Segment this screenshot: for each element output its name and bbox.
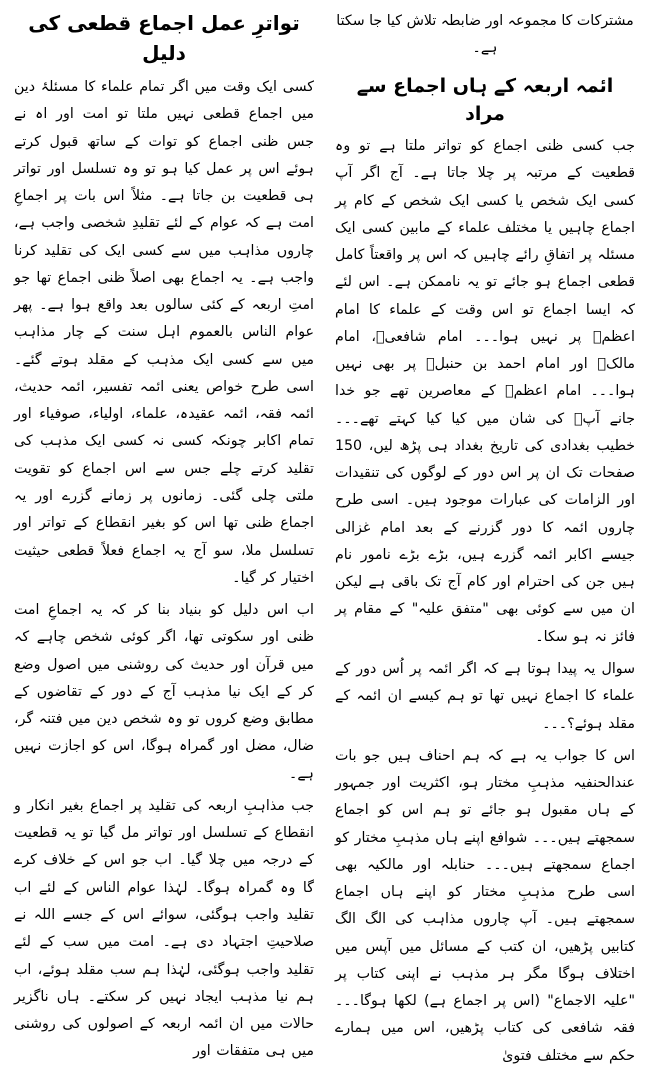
left-column <box>335 8 635 1064</box>
page-title: تواترِ عمل اجماع قطعی کی دلیل <box>28 11 300 65</box>
right-column <box>14 8 314 1060</box>
paragraph: اس کا جواب یہ ہے کہ ہم احناف ہیں جو بات عندالحنفیہ مذہبِ مختار ہو، اکثریت اور جمہور کے ہاں مقبول ہو جائے تو ہم اس کو اجماع سمجھتے ہیں۔۔۔ شوافع اپنے ہاں مذہبِ مختار کو اجماع سمجھتے ہیں۔۔۔ حنابلہ اور مالکیہ بھی اسی طرح مذہبِ مختار کو اپنے ہاں اجماع سمجھتے ہیں۔ آپ چاروں مذاہب کی الگ الگ کتابیں پڑھیں، ان کتب کے مسائل میں آپس میں اختلاف ہوگا مگر ہر مذہب نے اپنی کتاب پر "علیہ الاجماع" (اس پر اجماع ہے) لکھا ہوگا۔۔۔ فقہ شافعی کی کتاب پڑھیں، اس میں ہمارے حکم سے مختلف فتویٰ <box>335 747 635 1064</box>
continuation-line: مشترکات کا مجموعہ اور ضابطہ تلاش کیا جا سکتا ہے۔ <box>336 13 634 56</box>
paragraph: جب مذاہبِ اربعہ کی تقلید پر اجماع بغیر انکار و انقطاع کے تسلسل اور تواتر مل گیا تو یہ قطعیت کے درجہ میں چلا گیا۔ اب جو اس کے خلاف کرے گا وہ گمراہ ہوگا۔ لہٰذا عوام الناس کے لئے اب تقلید واجب ہوگئی، سوائے اس کے جسے اللہ نے صلاحیتِ اجتہاد دی ہے۔ امت میں سب کے لئے تقلید واجب ہوگئی، لہٰذا ہم سب مقلد ہوئے، اب ہم نیا مذہب ایجاد نہیں کر سکتے۔ ہاں ناگزیر حالات میں ان ائمہ اربعہ کے اصولوں کی روشنی میں ہی متفقات اور <box>14 797 314 1060</box>
paragraph: اب اس دلیل کو بنیاد بنا کر کہ یہ اجماعِ امت ظنی اور سکوتی تھا، اگر کوئی شخص چاہے کہ میں قرآن اور حدیث کی روشنی میں اصول وضع کر کے ایک نیا مذہب آج کے دور کے تقاضوں کے مطابق وضع کروں تو وہ شخص دین میں فتنہ گر، ضال، مضل اور گمراہ ہوگا، اس کو اجازت نہیں ہے۔ <box>14 602 314 782</box>
paragraph: کسی ایک وقت میں اگر تمام علماء کا مسئلۂ دین میں اجماع قطعی نہیں ملتا تو امت اور اہ نے جس ظنی اجماع کو توات کے ساتھ قبول کرتے ہوئے اس پر عمل کیا ہو تو وہ تسلسل اور تواتر ہی قطعیت بن جاتا ہے۔ مثلاً اس بات پر اجماعِ امت ہے کہ عوام کے لئے تقلیدِ شخصی واجب ہے، چاروں مذاہب میں سے کسی ایک کی تقلید کرنا واجب ہے۔ یہ اجماع بھی اصلاً ظنی اجماع تھا جو امتِ اربعہ کے کئی سالوں بعد واقع ہوا ہے۔ پھر عوام الناس بالعموم اہل سنت کے چار مذاہب میں سے کسی ایک مذہب کے مقلد ہوتے گئے۔ اسی طرح خواص یعنی ائمہ تفسیر، ائمہ حدیث، ائمہ فقہ، ائمہ عقیدہ، علماء، اولیاء، صوفیاء اور تمام اکابر چونکہ کسی نہ کسی ایک مذہب کی تقلید کرتے چلے جس سے اس اجماع کو تقویت ملتی چلی گئی۔ زمانوں پر زمانے گزرے اور یہ اجماع ظنی تھا اس کو بغیر انقطاع کے تواتر اور تسلسل ملا، سو آج یہ اجماع فعلاً قطعی حیثیت اختیار کر گیا۔ <box>14 79 314 586</box>
section-heading: ائمہ اربعہ کے ہاں اجماع سے مراد <box>356 74 614 126</box>
paragraph: جب کسی ظنی اجماع کو تواتر ملتا ہے تو وہ قطعیت کے مرتبہ پر چلا جاتا ہے۔ آج اگر آپ کسی ایک شخص یا کسی ایک شخص کے کام پر اجماع چاہیں یا مختلف علماء کے مابین کسی ایک مسئلہ پر اتفاقِ رائے چاہیں کہ اس پر واقعتاً کامل قطعی اجماع ہو جائے تو یہ ناممکن ہے۔ اس لئے کہ ایسا اجماع تو اس وقت کے علماء کا امام اعظمؒ پر نہیں ہوا۔۔۔ امام شافعیؒ، امام مالکؒ اور امام احمد بن حنبلؒ پر بھی نہیں ہوا۔۔۔ امام اعظمؒ کے معاصرین تھے جو خدا جانے آپؒ کی شان میں کیا کیا کہتے تھے۔۔۔ خطیب بغدادی کی تاریخ بغداد ہی پڑھ لیں، 150 صفحات تک ان پر اس دور کے لوگوں کی تنقیدات اور الزامات کی عبارات موجود ہیں۔ اسی طرح چاروں ائمہ کا دور گزرنے کے بعد امام غزالی جیسے اکابر ائمہ گزرے ہیں، بڑے بڑے نامور نام ہیں جن کی احترام اور کام آج تک باقی ہے لیکن ان میں سے کوئی بھی "متفق علیہ" کے مقام پر فائز نہ ہو سکا۔ <box>335 137 635 645</box>
paragraph: سوال یہ پیدا ہوتا ہے کہ اگر ائمہ پر اُس دور کے علماء کا اجماع نہیں تھا تو ہم کیسے ان ائمہ کے مقلد ہوئے؟۔۔۔ <box>335 661 635 732</box>
